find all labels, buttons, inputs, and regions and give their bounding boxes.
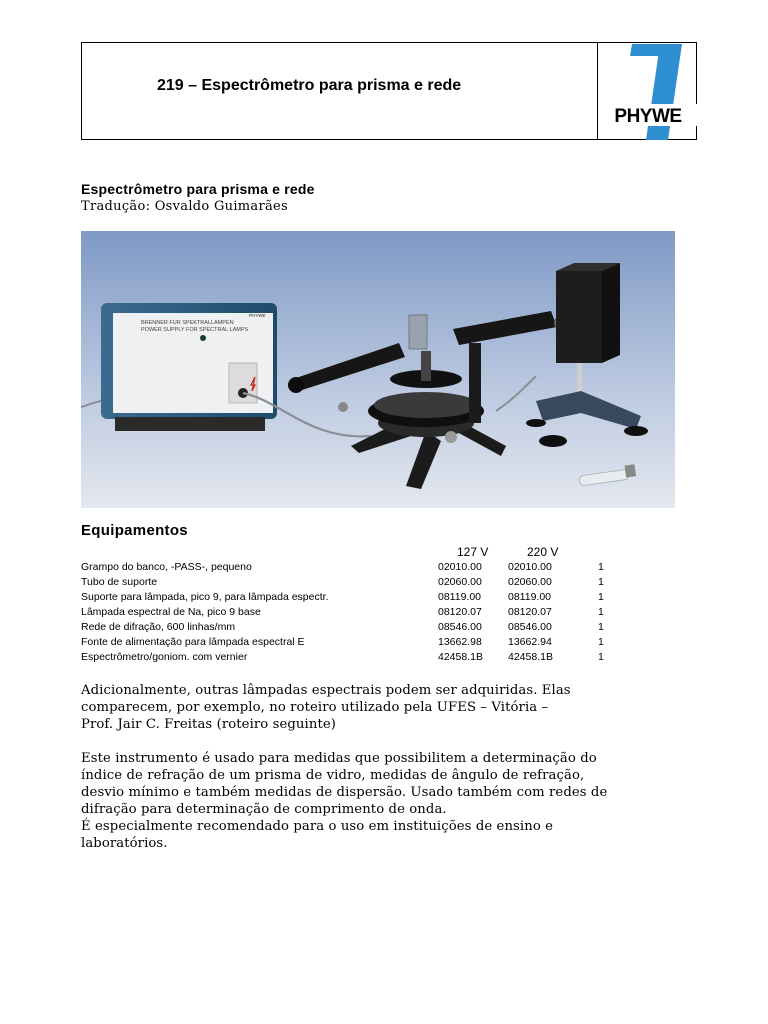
equipment-qty: 1 [598,621,604,633]
equipment-code-127v: 08120.07 [438,606,482,618]
equipment-code-127v: 02010.00 [438,561,482,573]
power-supply-label-2: POWER SUPPLY FOR SPECTRAL LAMPS [141,327,249,333]
column-header-220v: 220 V [527,545,559,559]
equipment-name: Espectrômetro/goniom. com vernier [81,651,248,663]
equipment-qty: 1 [598,636,604,648]
equipment-code-127v: 08119.00 [438,591,482,603]
paragraph-line: Prof. Jair C. Freitas (roteiro seguinte) [81,717,336,732]
equipment-code-127v: 08546.00 [438,621,482,633]
equipment-code-220v: 13662.94 [508,636,552,648]
equipment-name: Grampo do banco, -PASS-, pequeno [81,561,252,573]
equipment-code-220v: 08120.07 [508,606,552,618]
equipment-qty: 1 [598,561,604,573]
paragraph-line: Adicionalmente, outras lâmpadas espectrais podem ser adquiridas. Elas [81,683,571,698]
paragraph-line: Este instrumento é usado para medidas que possibilitem a determinação do [81,751,597,766]
equipment-code-127v: 02060.00 [438,576,482,588]
equipment-name: Suporte para lâmpada, pico 9, para lâmpada espectr. [81,591,329,603]
equipment-qty: 1 [598,591,604,603]
section-title: Espectrômetro para prisma e rede [81,181,315,197]
paragraph-line: comparecem, por exemplo, no roteiro utilizado pela UFES – Vitória – [81,700,549,715]
phywe-logo-graphic [598,42,698,140]
column-header-127v: 127 V [457,545,489,559]
paragraph-line: índice de refração de um prisma de vidro, medidas de ângulo de refração, [81,768,585,783]
equipment-name: Tubo de suporte [81,576,158,588]
equipment-code-220v: 08546.00 [508,621,552,633]
paragraph-line: laboratórios. [81,836,168,851]
equipment-qty: 1 [598,651,604,663]
power-supply-unit [101,303,277,431]
paragraph-instrument-description [81,750,681,852]
equipment-code-127v: 13662.98 [438,636,482,648]
equipment-code-220v: 02060.00 [508,576,552,588]
equipment-heading: Equipamentos [81,522,188,539]
equipment-code-220v: 02010.00 [508,561,552,573]
power-supply-brand: PHYWE [249,313,266,318]
logo-text: PHYWE [614,106,682,127]
spectrometer-photo [81,231,675,508]
translator-credit: Tradução: Osvaldo Guimarães [81,199,288,214]
phywe-logo [597,42,697,140]
equipment-qty: 1 [598,576,604,588]
logo-top-bar-mark [630,44,682,56]
equipment-code-127v: 42458.1B [438,651,483,663]
paragraph-line: difração para determinação de comprimento de onda. [81,802,447,817]
equipment-qty: 1 [598,606,604,618]
paragraph-line: É especialmente recomendado para o uso em instituições de ensino e [81,819,554,834]
equipment-code-220v: 42458.1B [508,651,553,663]
page-title: 219 – Espectrômetro para prisma e rede [157,77,462,94]
paragraph-additional-lamps [81,682,681,733]
power-supply-label-1: BRENNER FUR SPEKTRALLAMPEN [141,320,234,326]
equipment-name: Rede de difração, 600 linhas/mm [81,621,236,633]
paragraph-line: desvio mínimo e também medidas de dispersão. Usado também com redes de [81,785,608,800]
equipment-name: Lâmpada espectral de Na, pico 9 base [81,606,261,618]
equipment-code-220v: 08119.00 [508,591,552,603]
equipment-name: Fonte de alimentação para lâmpada espectral E [81,636,305,648]
